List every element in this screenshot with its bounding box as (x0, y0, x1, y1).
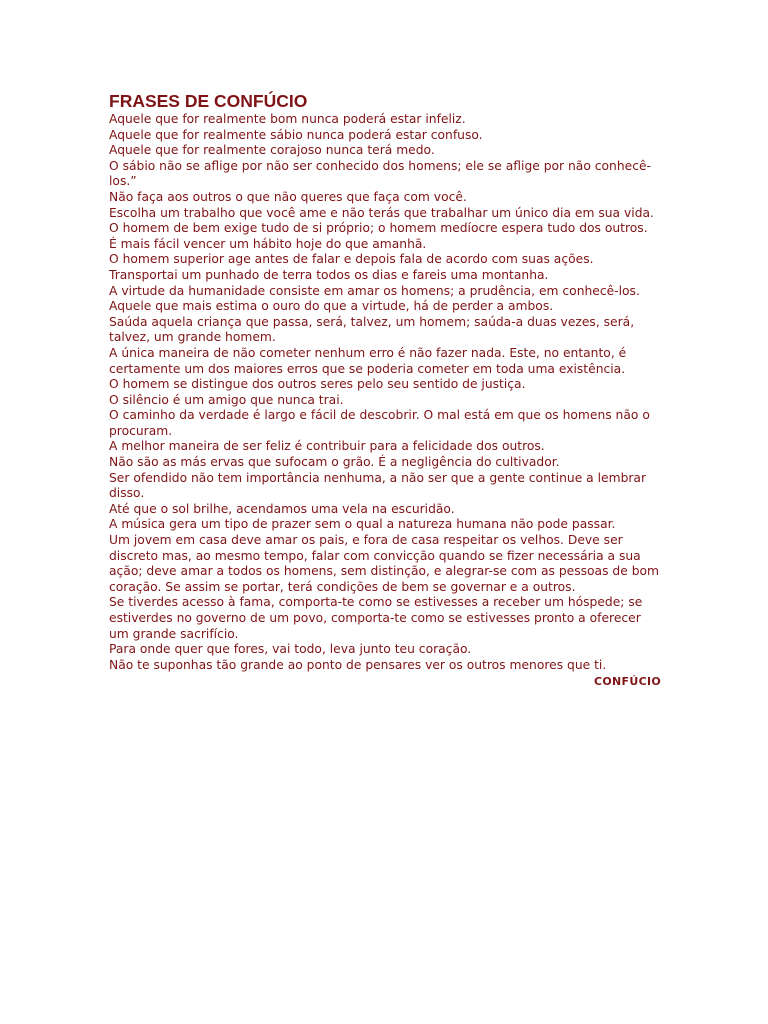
quote-25: Para onde quer que fores, vai todo, leva junto teu coração. (109, 642, 472, 657)
quote-19: Não são as más ervas que sufocam o grão. É a negligência do cultivador. (109, 455, 560, 470)
quote-3: Aquele que for realmente corajoso nunca terá medo. (109, 143, 435, 158)
quote-9: O homem superior age antes de falar e depois fala de acordo com suas ações. (109, 252, 594, 267)
quote-18: A melhor maneira de ser feliz é contribuir para a felicidade dos outros. (109, 439, 545, 454)
quote-23: Um jovem em casa deve amar os pais, e fora de casa respeitar os velhos. Deve ser discreto mas, ao mesmo tempo, falar com convicção quando se fizer necessária a sua ação; deve amar a todos os homens, sem distinção, e alegrar-se com as pessoas de bom coração. Se assim se portar, terá condições de bem se governar e a outros. (109, 533, 659, 594)
quote-13: Saúda aquela criança que passa, será, talvez, um homem; saúda-a duas vezes, será, talvez, um grande homem. (109, 314, 635, 345)
author-signature: CONFÚCIO (594, 675, 661, 689)
quote-14: A única maneira de não cometer nenhum erro é não fazer nada. Este, no entanto, é certamente um dos maiores erros que se poderia cometer em toda uma existência. (109, 345, 627, 376)
quote-4: O sábio não se aflige por não ser conhecido dos homens; ele se aflige por não conhecê-los.” (109, 158, 651, 189)
quote-1: Aquele que for realmente bom nunca poderá estar infeliz. (109, 112, 466, 126)
quote-20: Ser ofendido não tem importância nenhuma, a não ser que a gente continue a lembrar disso. (109, 470, 647, 501)
quote-2: Aquele que for realmente sábio nunca poderá estar confuso. (109, 127, 483, 142)
quote-7: O homem de bem exige tudo de si próprio; o homem medíocre espera tudo dos outros. (109, 221, 648, 236)
document-page (109, 90, 661, 689)
quote-5: Não faça aos outros o que não queres que faça com você. (109, 189, 467, 204)
quote-10: Transportai um punhado de terra todos os dias e fareis uma montanha. (109, 267, 549, 282)
quote-17: O caminho da verdade é largo e fácil de descobrir. O mal está em que os homens não o procuram. (109, 408, 650, 438)
quote-26: Não te suponhas tão grande ao ponto de pensares ver os outros menores que ti. (109, 657, 607, 672)
quote-6: Escolha um trabalho que você ame e não terás que trabalhar um único dia em sua vida. (109, 205, 654, 220)
quote-list (109, 112, 661, 673)
quote-22: A música gera um tipo de prazer sem o qual a natureza humana não pode passar. (109, 517, 616, 532)
quote-11: A virtude da humanidade consiste em amar os homens; a prudência, em conhecê-los. (109, 283, 640, 298)
quote-24: Se tiverdes acesso à fama, comporta-te como se estivesses a receber um hóspede; se estiverdes no governo de um povo, comporta-te como se estivesses pronto a oferecer um grande sacrifício. (109, 595, 643, 641)
document-title: FRASES DE CONFÚCIO (109, 91, 308, 111)
quote-12: Aquele que mais estima o ouro do que a virtude, há de perder a ambos. (109, 299, 554, 314)
quote-15: O homem se distingue dos outros seres pelo seu sentido de justiça. (109, 377, 526, 392)
quote-8: É mais fácil vencer um hábito hoje do que amanhã. (109, 236, 427, 251)
quote-21: Até que o sol brilhe, acendamos uma vela na escuridão. (109, 501, 455, 516)
quote-16: O silêncio é um amigo que nunca trai. (109, 392, 344, 407)
